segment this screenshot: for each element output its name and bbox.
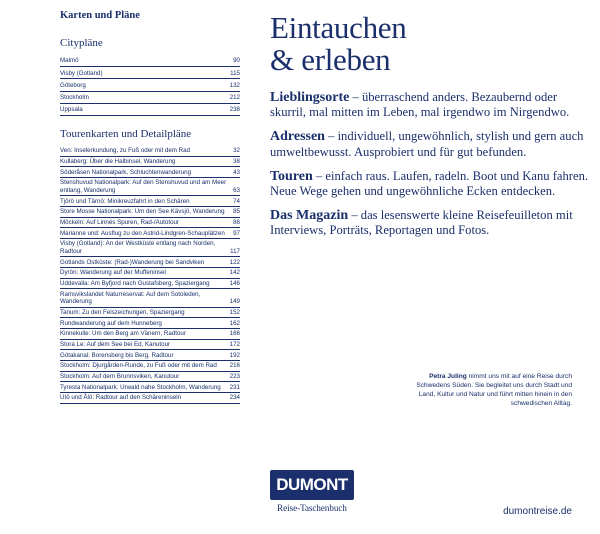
headline-line-2: & erleben xyxy=(270,42,391,77)
toc-entry-label: Gotlands Ostküste: (Rad-)Wanderung bei Sandviken xyxy=(60,258,205,266)
feature-paragraph xyxy=(270,169,590,199)
author-name: Petra Juling xyxy=(429,373,467,380)
toc-entry-page: 162 xyxy=(229,319,240,327)
feature-keyword: Lieblingsorte xyxy=(270,90,350,105)
toc-entry xyxy=(60,157,240,168)
toc-entry-page: 172 xyxy=(229,340,240,348)
toc-entry-label: Stenshuvud Nationalpark: Auf den Stenshuvud und am Meer entlang, Wanderung xyxy=(60,179,227,194)
toc-entry-label: Stockholm: Auf dem Brunnsviken, Kanutour xyxy=(60,373,180,380)
toc-entry-label: Uppsala xyxy=(60,106,83,114)
toc-entry-label: Söderåsen Nationalpark, Schluchtenwanderung xyxy=(60,168,192,176)
toc-entry xyxy=(60,340,240,351)
feature-text: – das lesenswerte kleine Reisefeuilleton mit Interviews, Porträts, Reportagen und Fotos. xyxy=(270,208,573,238)
feature-paragraph xyxy=(270,208,590,238)
toc-entry-page: 216 xyxy=(229,362,240,370)
toc-entry-page: 234 xyxy=(229,394,240,402)
toc-entry-label: Kullaberg: Über die Halbinsel, Wanderung xyxy=(60,157,176,165)
toc-entry-label: Möckeln: Auf Linnés Spuren, Rad-/Autotour xyxy=(60,218,180,226)
feature-paragraphs xyxy=(270,90,590,239)
toc-entry xyxy=(60,393,240,404)
toc-entry-label: Stockholm xyxy=(60,93,89,101)
author-text: nimmt uns mit auf eine Reise durch Schwedens Süden. Sie begleitet uns durch Stadt und Land, Kultur und Natur und führt mitten hinein in den schwedischen Alltag. xyxy=(416,373,572,407)
toc-entry-label: Tyresta Nationalpark: Urwald nahe Stockholm, Wanderung xyxy=(60,383,221,391)
cityplaene-heading: Citypläne xyxy=(60,37,103,49)
toc-entry-page: 238 xyxy=(229,106,240,114)
toc-entry xyxy=(60,382,240,393)
toc-entry-label: Marianne und: Ausflug zu den Astrid-Lindgren-Schauplätzen xyxy=(60,229,225,237)
toc-entry-label: Visby (Gotland) xyxy=(60,69,103,77)
toc-entry-page: 38 xyxy=(233,157,240,165)
toc-entry-label: Utö und Ålö: Radtour auf den Schäreninseln xyxy=(60,394,182,402)
toc-entry xyxy=(60,350,240,361)
feature-paragraph xyxy=(270,90,590,120)
toc-entry-label: Malmö xyxy=(60,57,79,65)
feature-text: – einfach raus. Laufen, radeln. Boot und Kanu fahren. Neue Wege gehen und ungewöhnliche Ecken entdecken. xyxy=(270,168,589,199)
website-link[interactable]: dumontreise.de xyxy=(503,506,572,517)
feature-paragraph xyxy=(270,129,590,159)
toc-entry-page: 192 xyxy=(229,351,240,359)
toc-entry-label: Tjörö und Tärnö: Minikreuzfahrt in den Schären xyxy=(60,197,190,205)
toc-entry xyxy=(60,329,240,340)
toc-entry-label: Uddevalla: Am Byfjord nach Gustafsberg, Spaziergang xyxy=(60,279,210,287)
toc-entry xyxy=(60,289,240,307)
toc-entry-label: Ven: Inselerkundung, zu Fuß oder mit dem Rad xyxy=(60,147,191,155)
toc-entry xyxy=(60,104,240,116)
dumont-logo xyxy=(270,470,354,513)
toc-entry-page: 122 xyxy=(229,258,240,266)
toc-entry-page: 152 xyxy=(229,308,240,316)
toc-entry-page: 117 xyxy=(230,247,240,255)
toc-entry-page: 146 xyxy=(229,279,240,287)
touren-list xyxy=(60,146,240,404)
toc-entry-label: Kinnekulle: Um den Berg am Vänern, Radtour xyxy=(60,330,186,338)
toc-entry xyxy=(60,167,240,178)
headline-line-1: Eintauchen xyxy=(270,10,407,45)
intro-column xyxy=(270,12,590,248)
toc-entry xyxy=(60,67,240,79)
maps-title: Karten und Pläne xyxy=(60,10,140,21)
feature-keyword: Touren xyxy=(270,168,313,184)
touren-heading: Tourenkarten und Detailpläne xyxy=(60,127,192,140)
toc-entry-page: 166 xyxy=(229,330,240,338)
toc-entry xyxy=(60,178,240,196)
toc-entry-label: Göteborg xyxy=(60,81,86,89)
toc-entry-label: Stockholm: Djurgården-Runde, zu Fuß oder mit dem Rad xyxy=(60,362,217,370)
toc-entry xyxy=(60,55,240,67)
toc-entry-page: 149 xyxy=(229,298,240,306)
toc-entry-page: 85 xyxy=(233,208,240,216)
feature-text: – überraschend anders. Bezaubernd oder skurril, mal mitten im Leben, mal irgendwo im Nirgendwo. xyxy=(270,90,570,120)
toc-entry-label: Ramsvikslandet Naturreservat: Auf dem Sotoleden, Wanderung xyxy=(60,290,201,306)
toc-entry-label: Dyrön: Wanderung auf der Muffeninsel xyxy=(60,269,166,277)
feature-keyword: Das Magazin xyxy=(270,208,349,224)
toc-entry-page: 212 xyxy=(229,93,240,101)
toc-entry-page: 142 xyxy=(229,269,240,277)
toc-entry-page: 74 xyxy=(233,197,240,205)
headline xyxy=(270,12,590,76)
logo-subtitle: Reise-Taschenbuch xyxy=(277,503,347,513)
toc-entry-page: 32 xyxy=(233,147,240,155)
toc-entry-page: 43 xyxy=(233,168,240,176)
toc-entry-page: 63 xyxy=(233,186,240,194)
toc-entry-label: Visby (Gotland): An der Westküste entlang nach Norden, Radtour xyxy=(60,240,216,255)
toc-entry-page: 223 xyxy=(229,373,240,380)
toc-entry xyxy=(60,228,240,239)
toc-entry xyxy=(60,196,240,207)
toc-entry-label: Stora Le: Auf dem See bei Ed, Kanutour xyxy=(60,340,171,348)
feature-text: – individuell, ungewöhnlich, stylish und gern auch umweltbewusst. Ausprobiert und für gut befunden. xyxy=(270,129,584,159)
toc-entry xyxy=(60,257,240,268)
cityplaene-list xyxy=(60,55,240,116)
toc-entry-label: Tanum: Zu den Felszeichungen, Spaziergang xyxy=(60,308,185,316)
toc-entry xyxy=(60,218,240,229)
toc-entry xyxy=(60,207,240,218)
maps-index xyxy=(60,10,240,404)
toc-entry-page: 90 xyxy=(233,57,240,65)
toc-entry-page: 86 xyxy=(233,218,240,226)
toc-entry xyxy=(60,146,240,157)
toc-entry xyxy=(60,361,240,372)
toc-entry-label: Rundwanderung auf dem Hunneberg xyxy=(60,319,162,327)
toc-entry xyxy=(60,372,240,383)
toc-entry-label: Store Mosse Nationalpark: Um den See Kävsjö, Wanderung xyxy=(60,208,225,216)
feature-keyword: Adressen xyxy=(270,129,325,145)
toc-entry-page: 97 xyxy=(233,229,240,237)
toc-entry-label: Götakanal: Borensberg bis Berg, Radtour xyxy=(60,351,174,359)
toc-entry xyxy=(60,318,240,329)
toc-entry xyxy=(60,239,240,257)
logo-wordmark: DUMONT xyxy=(270,470,354,500)
toc-entry xyxy=(60,279,240,290)
toc-entry-page: 132 xyxy=(229,81,240,89)
author-note xyxy=(412,372,572,408)
toc-entry-page: 115 xyxy=(230,69,240,77)
toc-entry xyxy=(60,268,240,279)
toc-entry xyxy=(60,308,240,319)
toc-entry-page: 231 xyxy=(229,383,240,391)
toc-entry xyxy=(60,79,240,91)
toc-entry xyxy=(60,92,240,104)
